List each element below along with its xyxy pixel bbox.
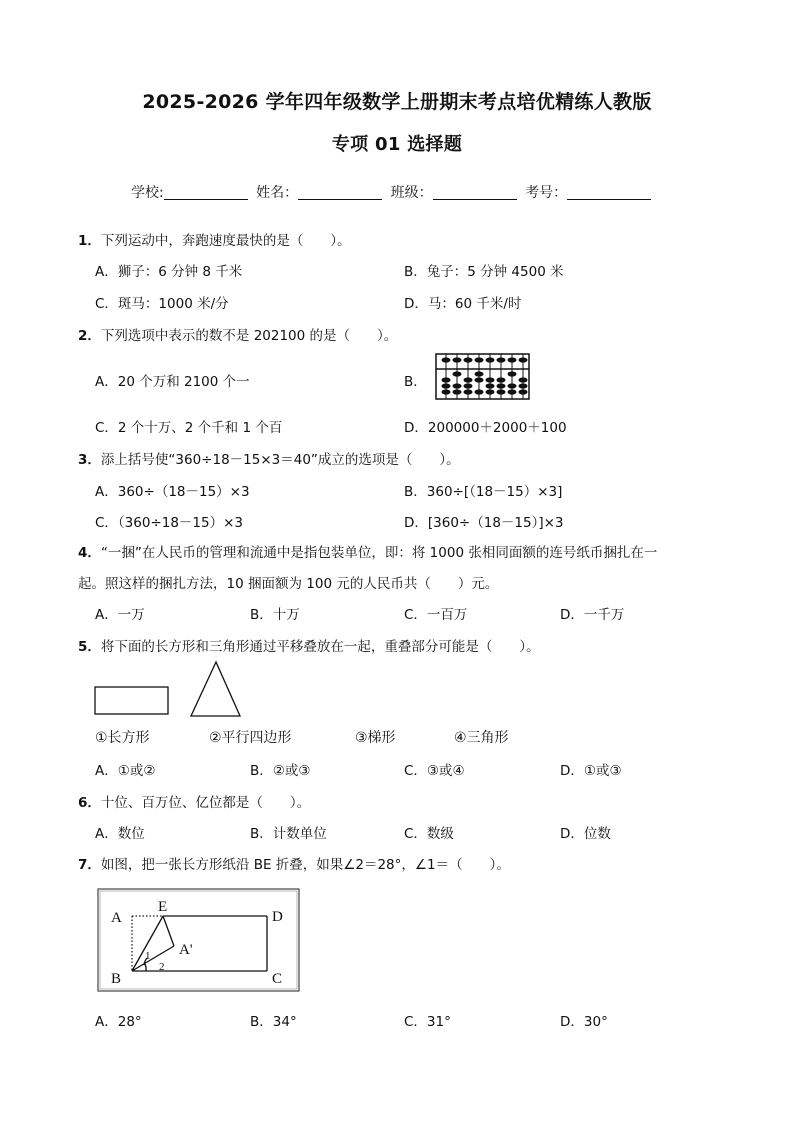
label-a-prime: A': [179, 942, 193, 958]
q4-option-a[interactable]: A．一万: [95, 607, 145, 623]
class-label: 班级：: [390, 185, 433, 201]
exam-no-label: 考号：: [525, 185, 568, 201]
class-blank[interactable]: [433, 185, 517, 200]
label-c: C: [272, 971, 283, 987]
label-a: A: [111, 910, 122, 926]
question-4-continued: 起。照这样的捆扎方法，10 捆面额为 100 元的人民币共（ ）元。: [78, 576, 499, 592]
question-number: 7．: [78, 857, 101, 873]
question-7: [78, 853, 510, 873]
abacus-image: [435, 353, 530, 400]
q7-option-c[interactable]: C．31°: [404, 1014, 451, 1030]
school-label: 学校:: [131, 185, 164, 201]
shape-choice-1: ①长方形: [95, 730, 150, 746]
question-number: 4．: [78, 545, 101, 561]
label-e: E: [158, 899, 168, 915]
q5-option-a[interactable]: A．①或②: [95, 763, 156, 779]
name-blank[interactable]: [298, 185, 382, 200]
question-number: 1．: [78, 233, 101, 249]
question-number: 6．: [78, 795, 101, 811]
q3-option-c[interactable]: C．（360÷18－15）×3: [95, 515, 244, 531]
q4-option-d[interactable]: D．一千万: [560, 607, 625, 623]
question-5: [78, 635, 540, 655]
exam-no-blank[interactable]: [567, 185, 651, 200]
q1-option-c[interactable]: C．斑马：1000 米/分: [95, 296, 229, 312]
q7-option-a[interactable]: A．28°: [95, 1014, 142, 1030]
question-3: [78, 448, 460, 468]
student-info-row: [131, 182, 655, 202]
question-text: 添上括号使“360÷18－15×3＝40”成立的选项是（ ）。: [100, 452, 460, 468]
question-number: 2．: [78, 328, 101, 344]
shape-choice-2: ②平行四边形: [209, 730, 292, 746]
angle-1-label: 1: [145, 950, 151, 962]
q2-option-d[interactable]: D．200000＋2000＋100: [404, 420, 567, 436]
q4-option-c[interactable]: C．一百万: [404, 607, 468, 623]
q6-option-c[interactable]: C．数级: [404, 826, 454, 842]
name-label: 姓名：: [256, 185, 299, 201]
q1-option-d[interactable]: D．马：60 千米/时: [404, 296, 522, 312]
page-subtitle: 专项 01 选择题: [331, 134, 463, 155]
folded-rectangle-figure: [97, 888, 301, 993]
q5-option-d[interactable]: D．①或③: [560, 763, 622, 779]
q4-option-b[interactable]: B．十万: [250, 607, 300, 623]
q6-option-b[interactable]: B．计数单位: [250, 826, 327, 842]
label-d: D: [272, 909, 283, 925]
question-4: [78, 541, 657, 561]
page-title: 2025-2026 学年四年级数学上册期末考点培优精练人教版: [142, 91, 652, 113]
question-text: 将下面的长方形和三角形通过平移叠放在一起，重叠部分可能是（ ）。: [100, 639, 540, 655]
question-1: [78, 229, 351, 249]
q3-option-a[interactable]: A．360÷（18－15）×3: [95, 484, 250, 500]
school-blank[interactable]: [164, 185, 248, 200]
q3-option-d[interactable]: D．[360÷（18－15）]×3: [404, 515, 564, 531]
question-2: [78, 324, 397, 344]
q2-option-c[interactable]: C．2 个十万、2 个千和 1 个百: [95, 420, 283, 436]
q3-option-b[interactable]: B．360÷[（18－15）×3]: [404, 484, 563, 500]
question-text: 下列运动中，奔跑速度最快的是（ ）。: [100, 233, 351, 249]
q2-option-a[interactable]: A．20 个万和 2100 个一: [95, 374, 250, 390]
question-text: 十位、百万位、亿位都是（ ）。: [100, 795, 311, 811]
q2-option-b[interactable]: B．: [404, 374, 427, 390]
triangle-figure: [190, 661, 242, 718]
q7-option-b[interactable]: B．34°: [250, 1014, 297, 1030]
question-number: 5．: [78, 639, 101, 655]
question-number: 3．: [78, 452, 101, 468]
rectangle-figure: [94, 686, 170, 716]
angle-2-label: 2: [159, 961, 165, 973]
question-text: 如图，把一张长方形纸沿 BE 折叠，如果∠2＝28°，∠1＝（ ）。: [100, 857, 510, 873]
shape-choice-4: ④三角形: [454, 730, 509, 746]
question-6: [78, 791, 310, 811]
q6-option-d[interactable]: D．位数: [560, 826, 611, 842]
shape-choice-3: ③梯形: [355, 730, 396, 746]
q6-option-a[interactable]: A．数位: [95, 826, 145, 842]
label-b: B: [111, 971, 122, 987]
question-text: 下列选项中表示的数不是 202100 的是（ ）。: [100, 328, 398, 344]
q1-option-a[interactable]: A．狮子：6 分钟 8 千米: [95, 264, 243, 280]
q1-option-b[interactable]: B．兔子：5 分钟 4500 米: [404, 264, 564, 280]
q7-option-d[interactable]: D．30°: [560, 1014, 608, 1030]
q5-option-b[interactable]: B．②或③: [250, 763, 311, 779]
question-text-line1: “一捆”在人民币的管理和流通中是指包装单位，即：将 1000 张相同面额的连号纸币捆扎在一: [100, 545, 658, 561]
q5-option-c[interactable]: C．③或④: [404, 763, 465, 779]
